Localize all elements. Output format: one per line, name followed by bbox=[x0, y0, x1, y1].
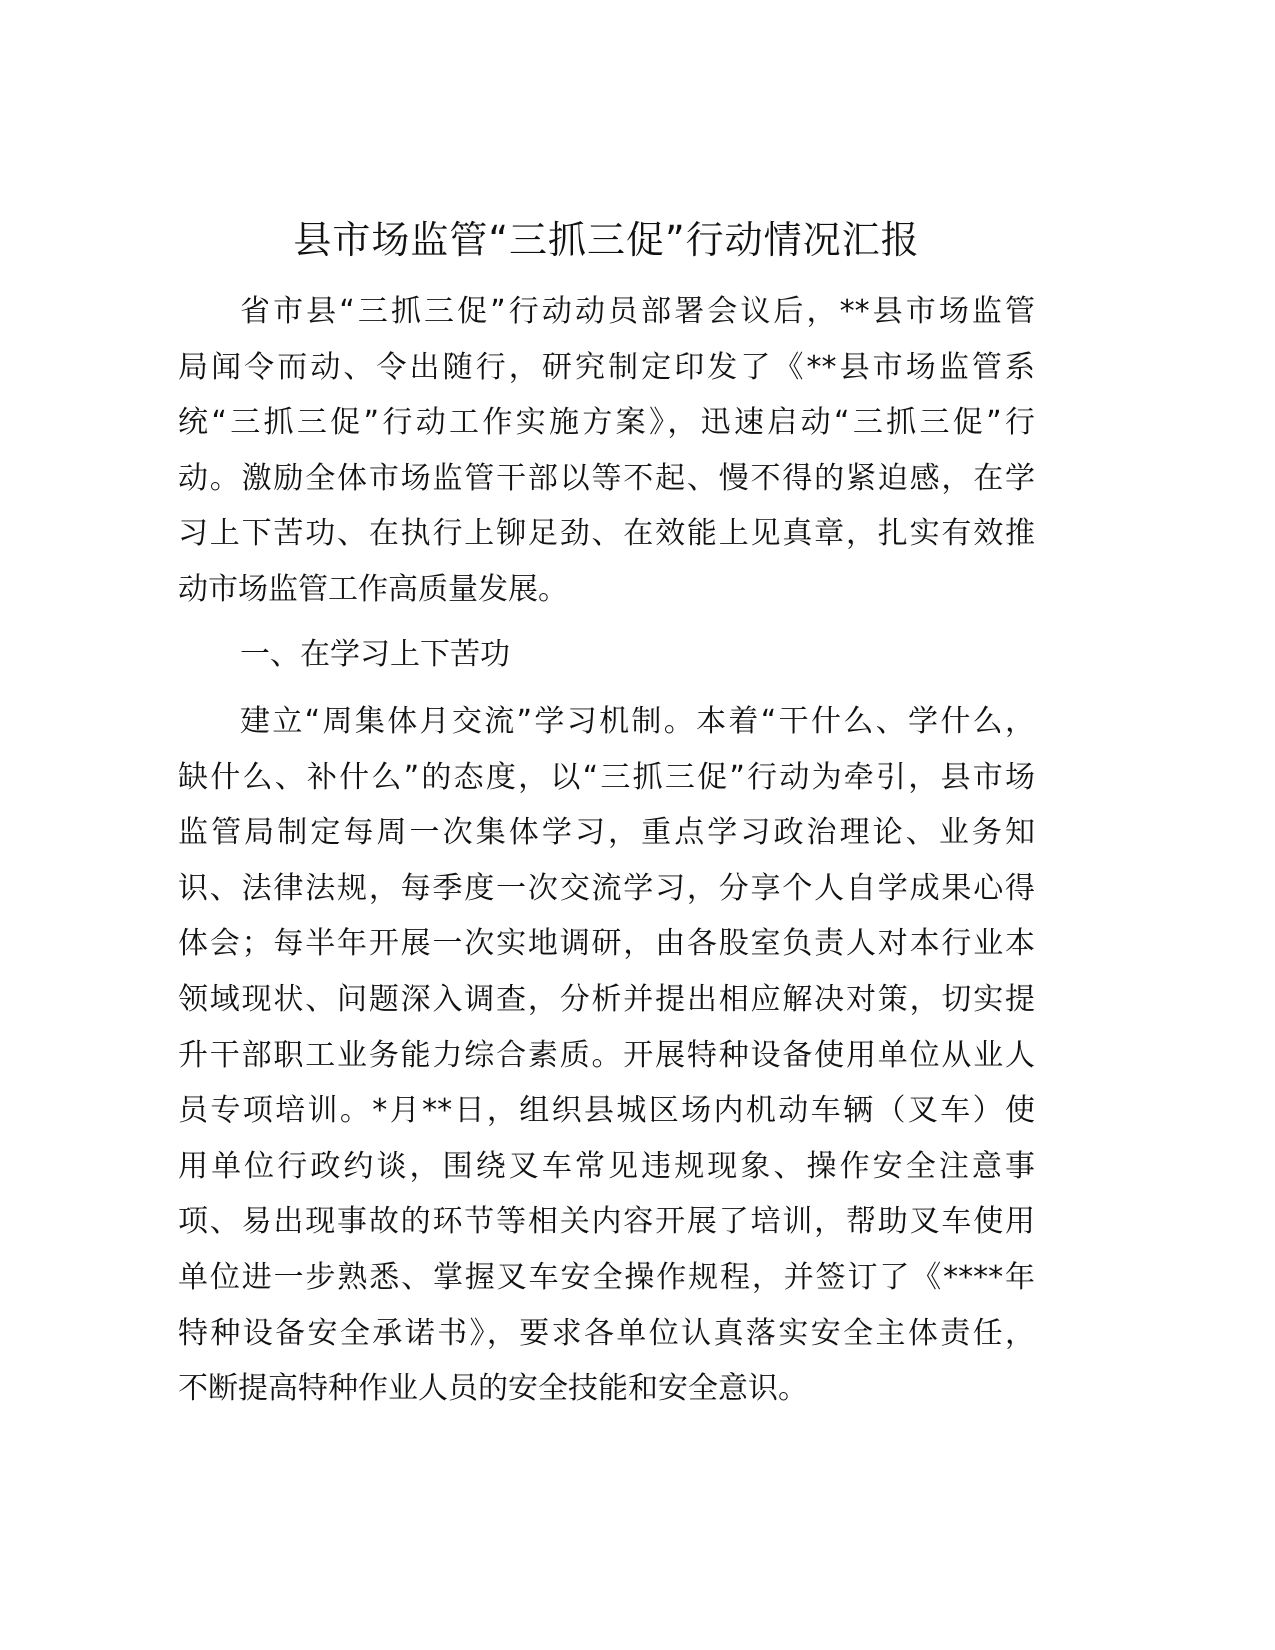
paragraph-line: 习上下苦功、在执行上铆足劲、在效能上见真章，扎实有效推 bbox=[178, 516, 1035, 552]
section-heading bbox=[178, 627, 1035, 683]
paragraph-line: 用单位行政约谈，围绕叉车常见违规现象、操作安全注意事 bbox=[178, 1148, 1035, 1184]
paragraph-line: 特种设备安全承诺书》，要求各单位认真落实安全主体责任， bbox=[178, 1315, 1035, 1351]
paragraph-line: 统“三抓三促”行动工作实施方案》，迅速启动“三抓三促”行 bbox=[178, 405, 1035, 441]
paragraph-line: 不断提高特种作业人员的安全技能和安全意识。 bbox=[178, 1371, 808, 1407]
paragraph-line: 升干部职工业务能力综合素质。开展特种设备使用单位从业人 bbox=[178, 1037, 1035, 1073]
paragraph-line: 建立“周集体月交流”学习机制。本着“干什么、学什么， bbox=[240, 704, 1035, 739]
paragraph-line: 动市场监管工作高质量发展。 bbox=[178, 571, 568, 607]
paragraph-line: 动。激励全体市场监管干部以等不起、慢不得的紧迫感，在学 bbox=[178, 460, 1035, 496]
document-title: 县市场监管“三抓三促”行动情况汇报 bbox=[293, 218, 920, 262]
paragraph-line: 员专项培训。*月**日，组织县城区场内机动车辆（叉车）使 bbox=[178, 1093, 1035, 1129]
paragraph-line: 体会；每半年开展一次实地调研，由各股室负责人对本行业本 bbox=[178, 926, 1035, 962]
paragraph-line: 局闻令而动、令出随行，研究制定印发了《**县市场监管系 bbox=[178, 349, 1035, 385]
paragraph-line: 识、法律法规，每季度一次交流学习，分享个人自学成果心得 bbox=[178, 870, 1035, 906]
intro-paragraph bbox=[178, 284, 1035, 618]
section-1-heading: 一、在学习上下苦功 bbox=[240, 637, 510, 672]
section-1-paragraph bbox=[178, 694, 1035, 1417]
paragraph-line: 缺什么、补什么”的态度，以“三抓三促”行动为牵引，县市场 bbox=[178, 759, 1035, 795]
paragraph-line: 单位进一步熟悉、掌握叉车安全操作规程，并签订了《****年 bbox=[178, 1259, 1035, 1295]
paragraph-line: 监管局制定每周一次集体学习，重点学习政治理论、业务知 bbox=[178, 815, 1035, 851]
paragraph-line: 省市县“三抓三促”行动动员部署会议后，**县市场监管 bbox=[240, 294, 1035, 329]
paragraph-line: 项、易出现事故的环节等相关内容开展了培训，帮助叉车使用 bbox=[178, 1204, 1035, 1240]
paragraph-line: 领域现状、问题深入调查，分析并提出相应解决对策，切实提 bbox=[178, 981, 1035, 1017]
